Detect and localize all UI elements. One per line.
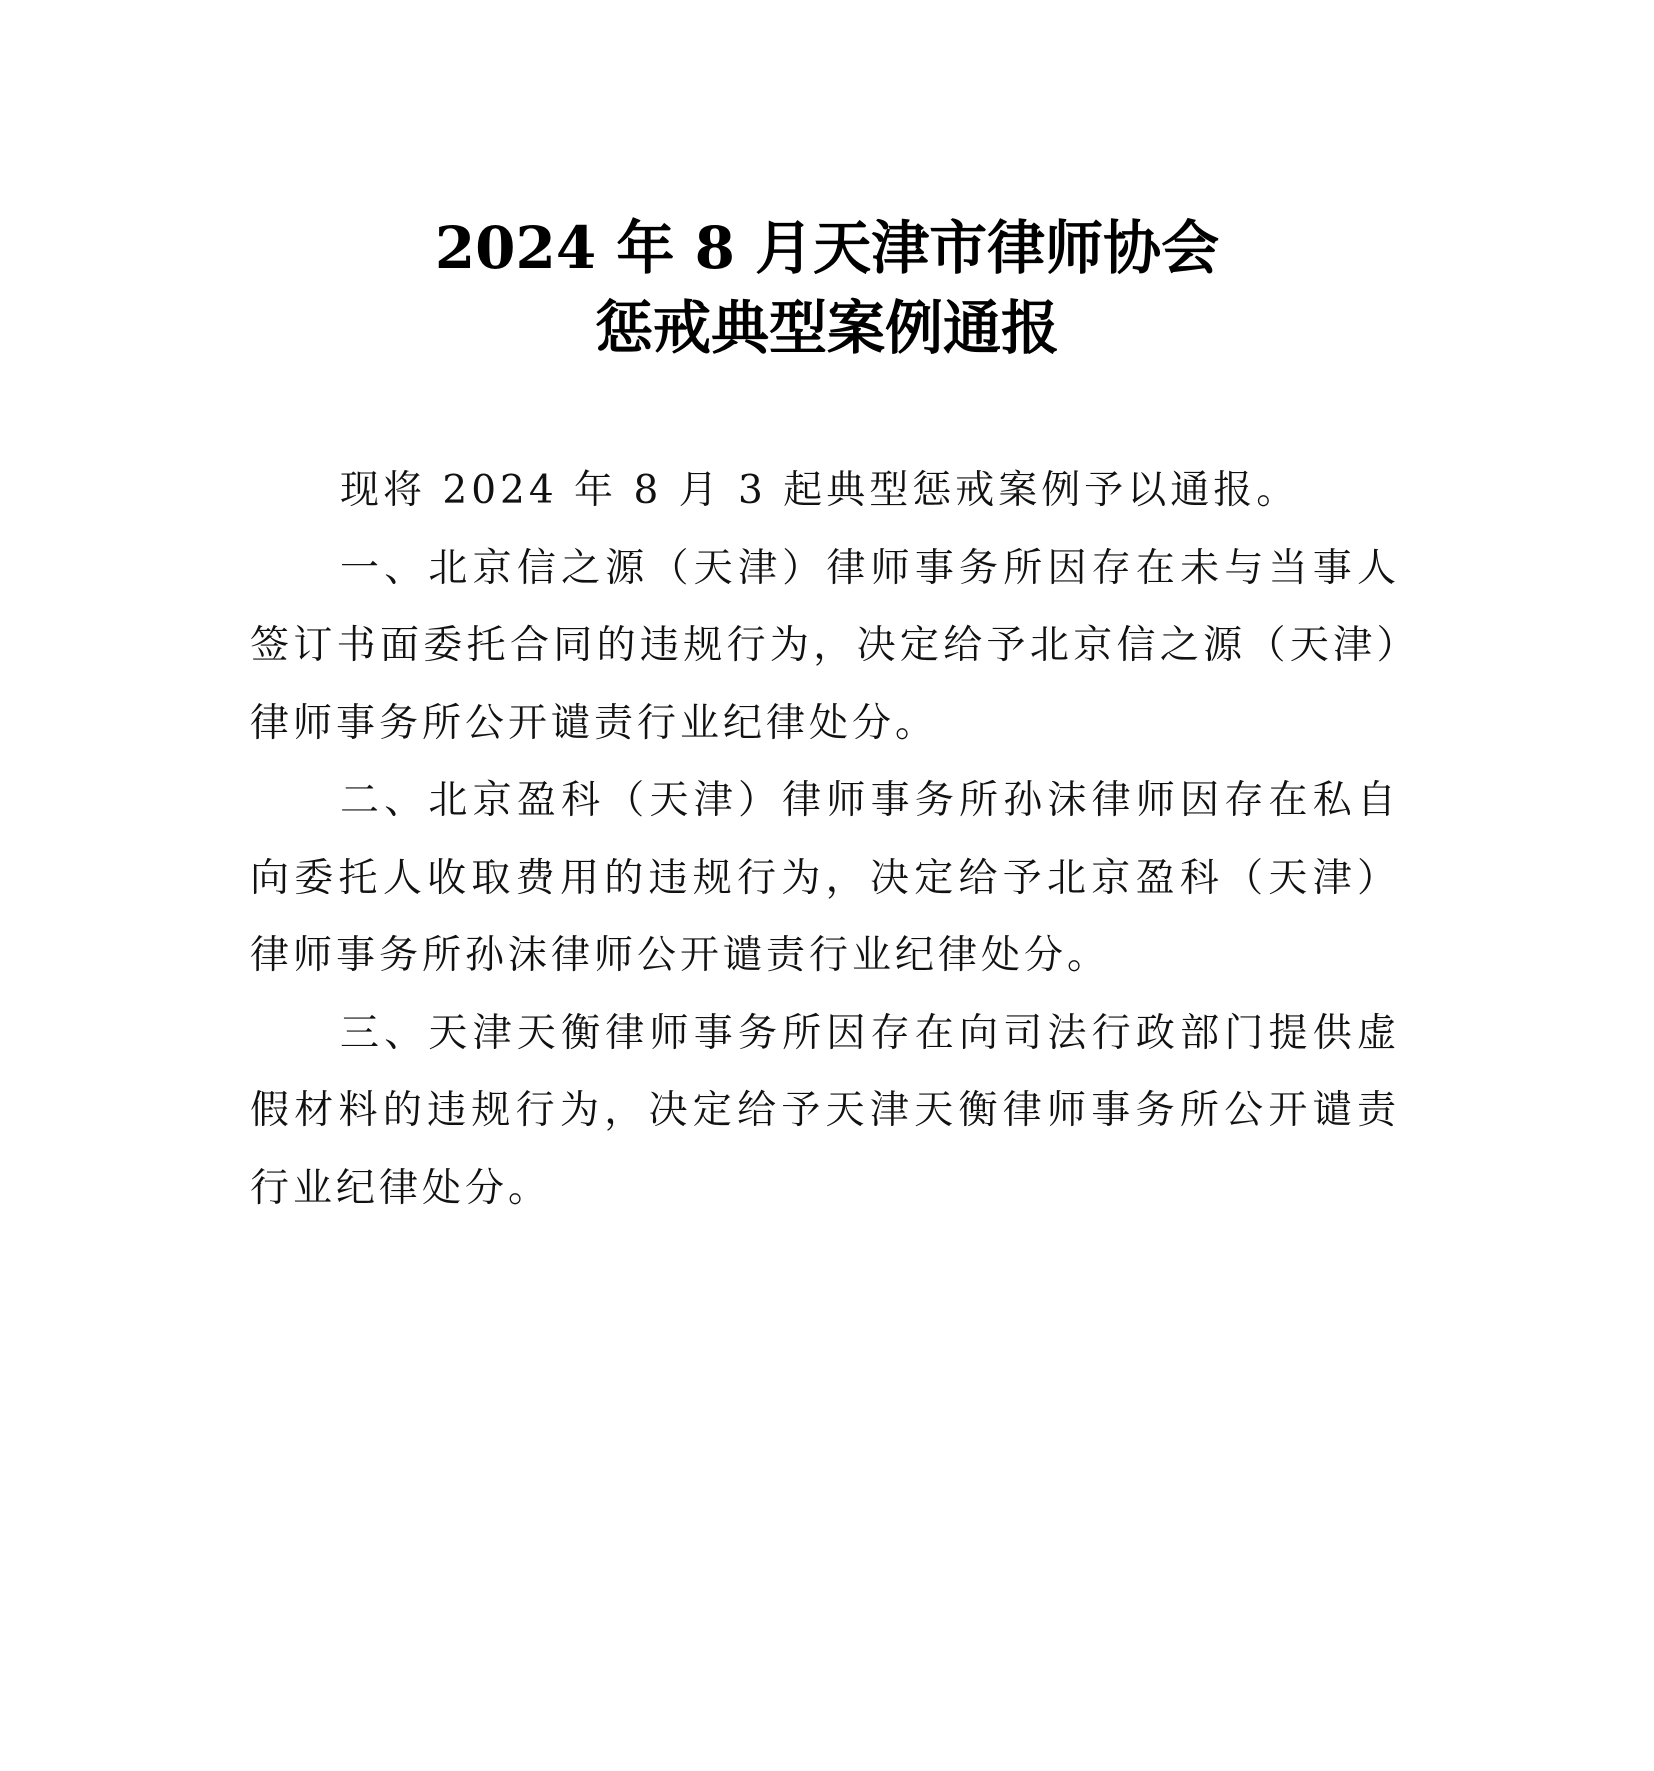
document-body	[250, 452, 1400, 1227]
document-title	[0, 208, 1654, 368]
title-line-2: 惩戒典型案例通报	[594, 294, 1059, 362]
case-paragraph-2: 二、北京盈科（天津）律师事务所孙沫律师因存在私自向委托人收取费用的违规行为，决定给予北京盈科（天津）律师事务所孙沫律师公开谴责行业纪律处分。	[250, 778, 1400, 978]
title-line-1: 2024 年 8 月天津市律师协会	[434, 214, 1220, 282]
intro-paragraph: 现将 2024 年 8 月 3 起典型惩戒案例予以通报。	[340, 468, 1300, 513]
case-paragraph-3: 三、天津天衡律师事务所因存在向司法行政部门提供虚假材料的违规行为，决定给予天津天衡律师事务所公开谴责行业纪律处分。	[250, 1010, 1400, 1211]
case-paragraph-1: 一、北京信之源（天津）律师事务所因存在未与当事人签订书面委托合同的违规行为，决定给予北京信之源（天津）律师事务所公开谴责行业纪律处分。	[250, 545, 1400, 746]
